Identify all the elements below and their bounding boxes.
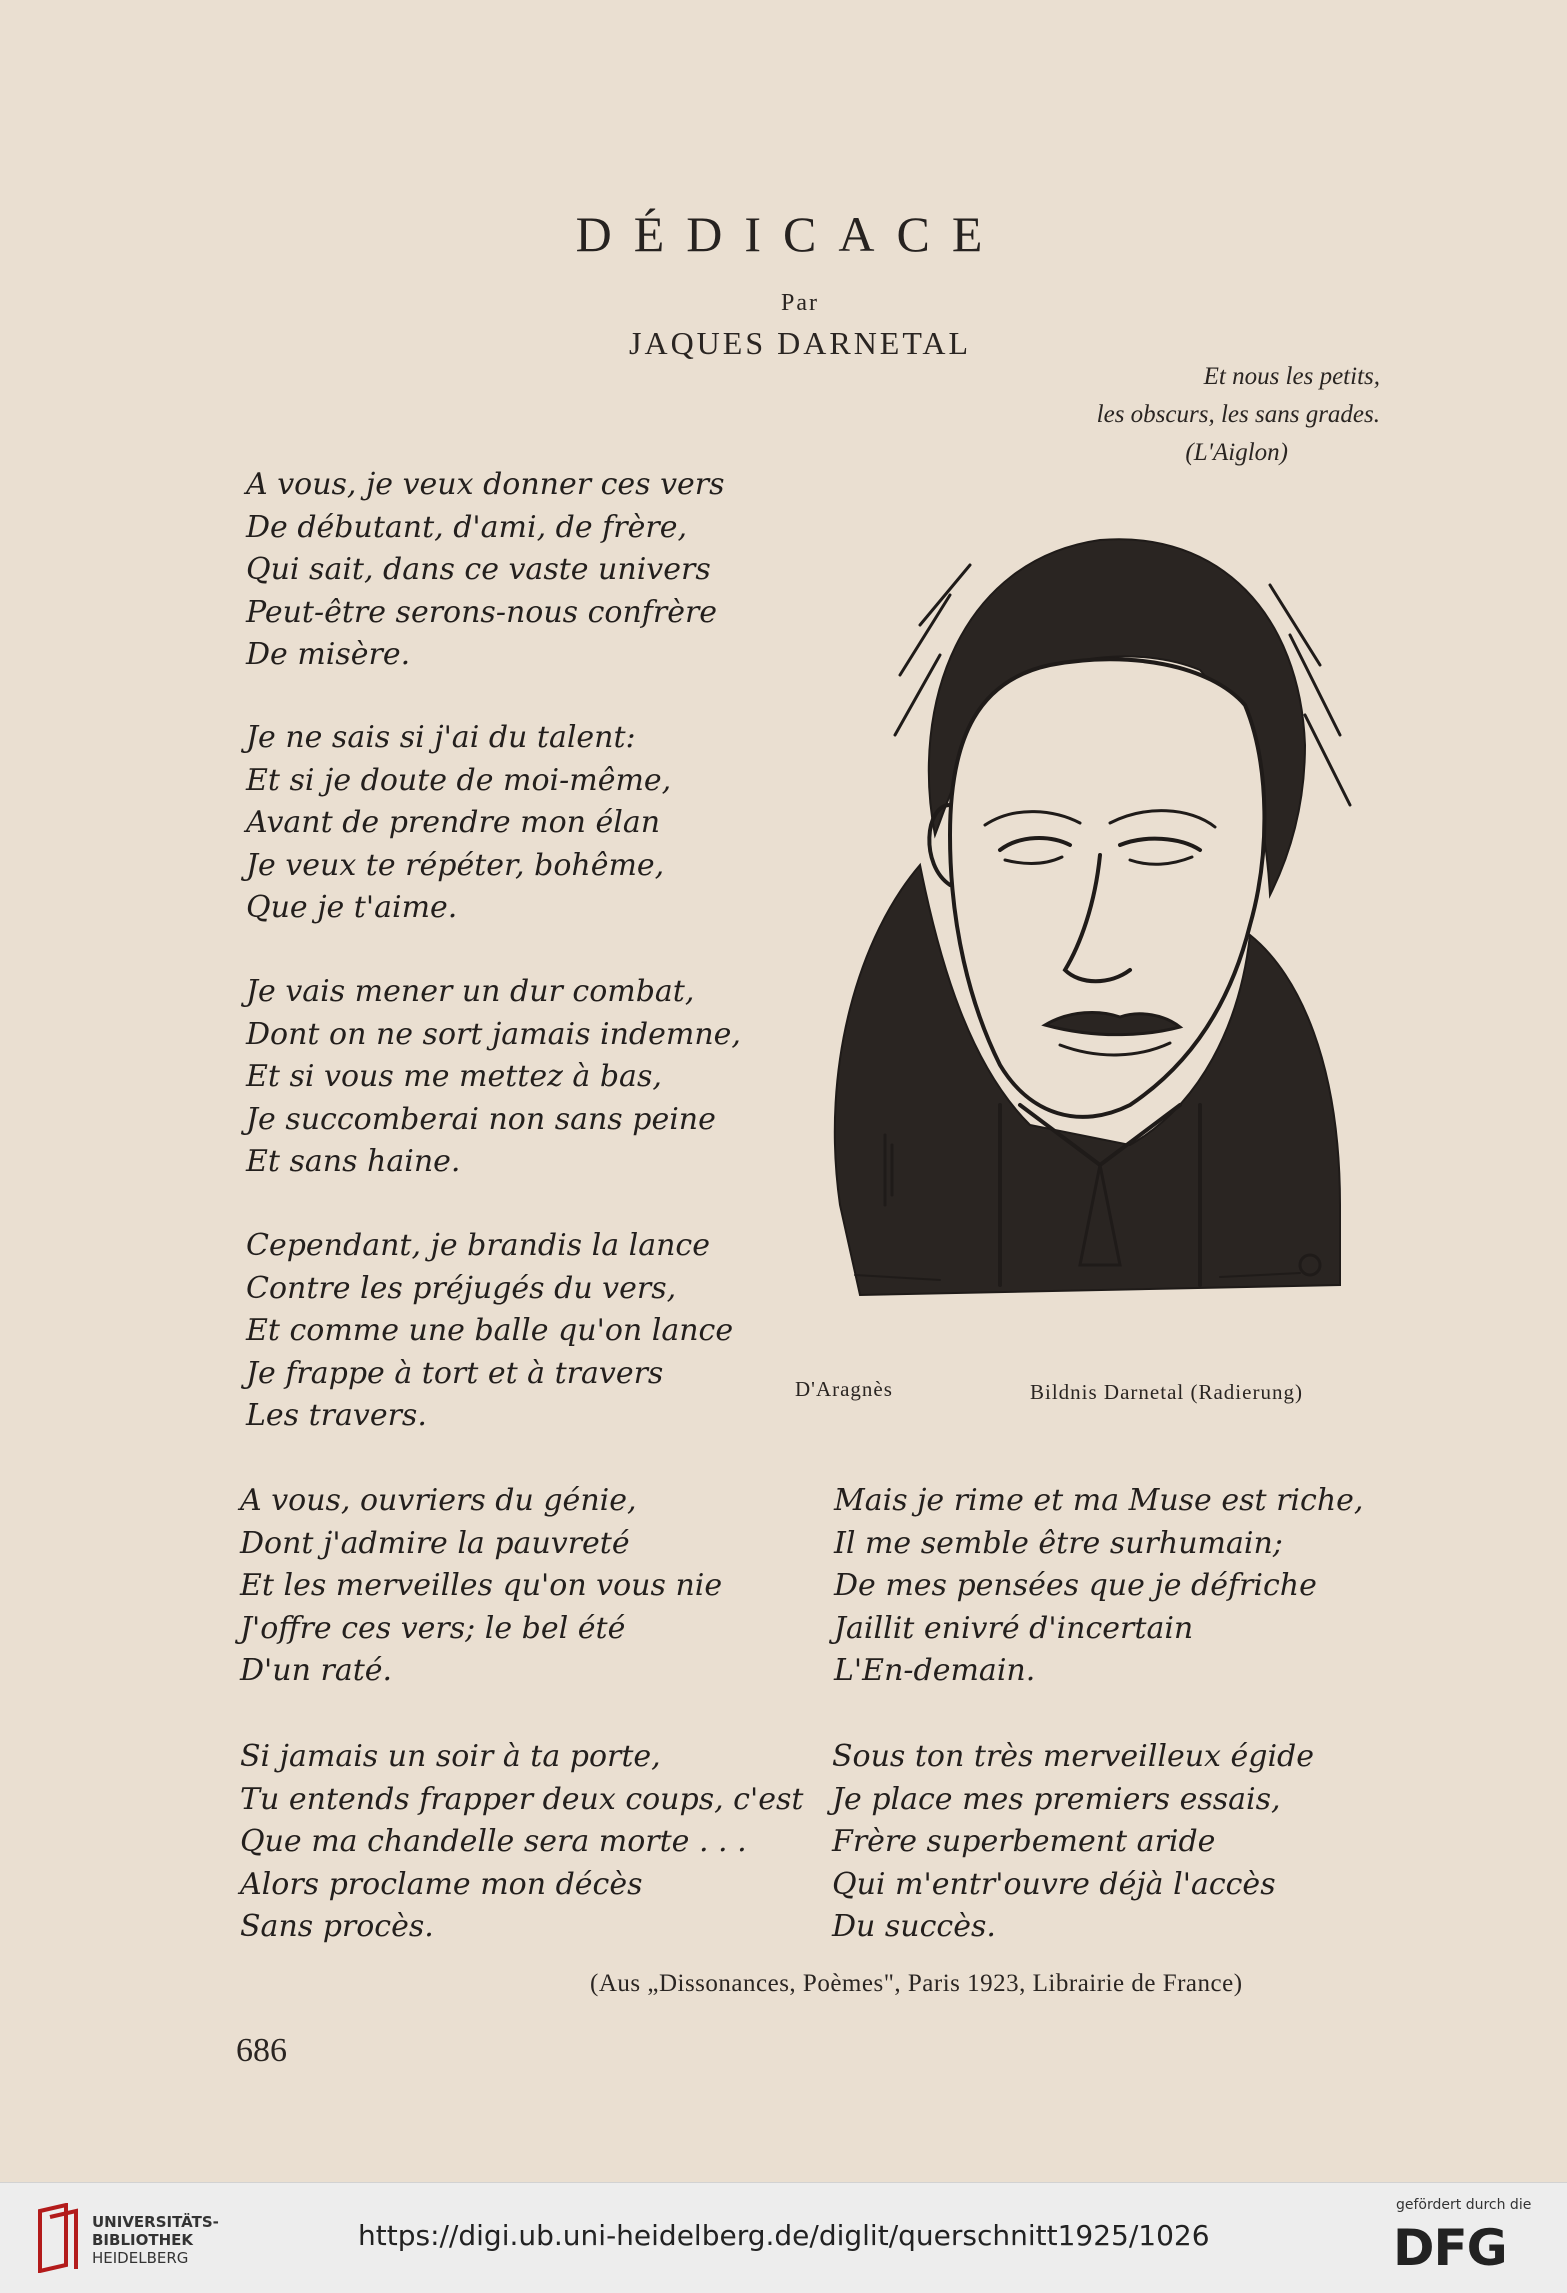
verse-line: Il me semble être surhumain; <box>834 1525 1283 1561</box>
verse-line: Cependant, je brandis la lance <box>246 1228 710 1263</box>
verse-line: Je place mes premiers essais, <box>832 1781 1281 1817</box>
verse-line: Peut-être serons-nous confrère <box>246 594 718 630</box>
verse-line: Les travers. <box>246 1398 427 1433</box>
verse-line: Contre les préjugés du vers, <box>246 1270 677 1306</box>
verse-line: Que je t'aime. <box>246 890 458 925</box>
verse-line: Jaillit enivré d'incertain <box>834 1610 1194 1646</box>
verse-line: Je vais mener un dur combat, <box>246 974 695 1009</box>
epigraph-line: Et nous les petits, <box>1203 363 1380 390</box>
verse-line: Et sans haine. <box>246 1144 461 1179</box>
verse-line: Et les merveilles qu'on vous nie <box>240 1568 723 1603</box>
stanza-1 <box>246 464 725 677</box>
library-logo-icon <box>36 2203 82 2273</box>
verse-line: Qui sait, dans ce vaste univers <box>246 552 711 587</box>
stanza-2 <box>246 717 671 930</box>
artist-caption: D'Aragnès <box>795 1377 893 1401</box>
verse-line: J'offre ces vers; le bel été <box>240 1610 626 1646</box>
funded-by-label: gefördert durch die <box>1396 2197 1532 2213</box>
source-note: (Aus „Dissonances, Poèmes", Paris 1923, Librairie de France) <box>590 1970 1243 1997</box>
verse-line: Que ma chandelle sera morte . . . <box>240 1824 747 1859</box>
verse-line: Je veux te répéter, bohême, <box>246 847 665 883</box>
verse-line: Si jamais un soir à ta porte, <box>240 1739 661 1774</box>
library-name: UNIVERSITÄTS- BIBLIOTHEK HEIDELBERG <box>92 2213 219 2267</box>
verse-line: Sans procès. <box>240 1909 434 1944</box>
viewer-footer <box>0 2182 1567 2293</box>
stanza-3 <box>246 971 741 1184</box>
verse-line: Je ne sais si j'ai du talent: <box>246 720 636 755</box>
verse-line: Sous ton très merveilleux égide <box>832 1739 1314 1774</box>
poem-title: DÉDICACE <box>575 206 1005 262</box>
verse-line: A vous, ouvriers du génie, <box>240 1483 637 1518</box>
epigraph-source: (L'Aiglon) <box>1185 439 1288 466</box>
image-caption: Bildnis Darnetal (Radierung) <box>1030 1380 1303 1404</box>
stanza-8 <box>832 1736 1314 1949</box>
verse-line: Je frappe à tort et à travers <box>246 1355 664 1391</box>
verse-line: Mais je rime et ma Muse est riche, <box>834 1483 1364 1518</box>
verse-line: Tu entends frapper deux coups, c'est <box>240 1781 804 1817</box>
verse-line: Et si vous me mettez à bas, <box>246 1059 662 1094</box>
verse-line: Alors proclame mon décès <box>240 1866 643 1902</box>
epigraph <box>1000 358 1380 472</box>
verse-line: Qui m'entr'ouvre déjà l'accès <box>832 1866 1276 1902</box>
verse-line: A vous, je veux donner ces vers <box>246 467 725 502</box>
verse-line: De débutant, d'ami, de frère, <box>246 509 687 545</box>
verse-line: Dont j'admire la pauvreté <box>240 1525 630 1561</box>
epigraph-line: les obscurs, les sans grades. <box>1096 401 1380 428</box>
verse-line: Frère superbement aride <box>832 1824 1216 1859</box>
verse-line: L'En-demain. <box>834 1653 1036 1688</box>
verse-line: Dont on ne sort jamais indemne, <box>246 1016 741 1052</box>
page-number: 686 <box>236 2032 287 2069</box>
by-line: Par <box>781 290 819 316</box>
stanza-7 <box>834 1480 1363 1693</box>
verse-line: De misère. <box>246 637 411 672</box>
portrait-etching <box>800 505 1380 1365</box>
verse-line: D'un raté. <box>240 1653 393 1688</box>
verse-line: Avant de prendre mon élan <box>246 805 661 840</box>
verse-line: De mes pensées que je défriche <box>834 1568 1317 1603</box>
verse-line: Et comme une balle qu'on lance <box>246 1313 734 1348</box>
author-name: JAQUES DARNETAL <box>629 325 971 361</box>
permalink-url[interactable]: https://digi.ub.uni-heidelberg.de/diglit/querschnitt1925/1026 <box>358 2219 1210 2252</box>
dfg-logo: DFG <box>1393 2219 1507 2277</box>
stanza-4 <box>246 1225 733 1438</box>
verse-line: Du succès. <box>832 1909 996 1944</box>
stanza-6 <box>240 1736 803 1949</box>
verse-line: Et si je doute de moi-même, <box>246 762 672 798</box>
verse-line: Je succomberai non sans peine <box>246 1101 716 1137</box>
stanza-5 <box>240 1480 722 1693</box>
